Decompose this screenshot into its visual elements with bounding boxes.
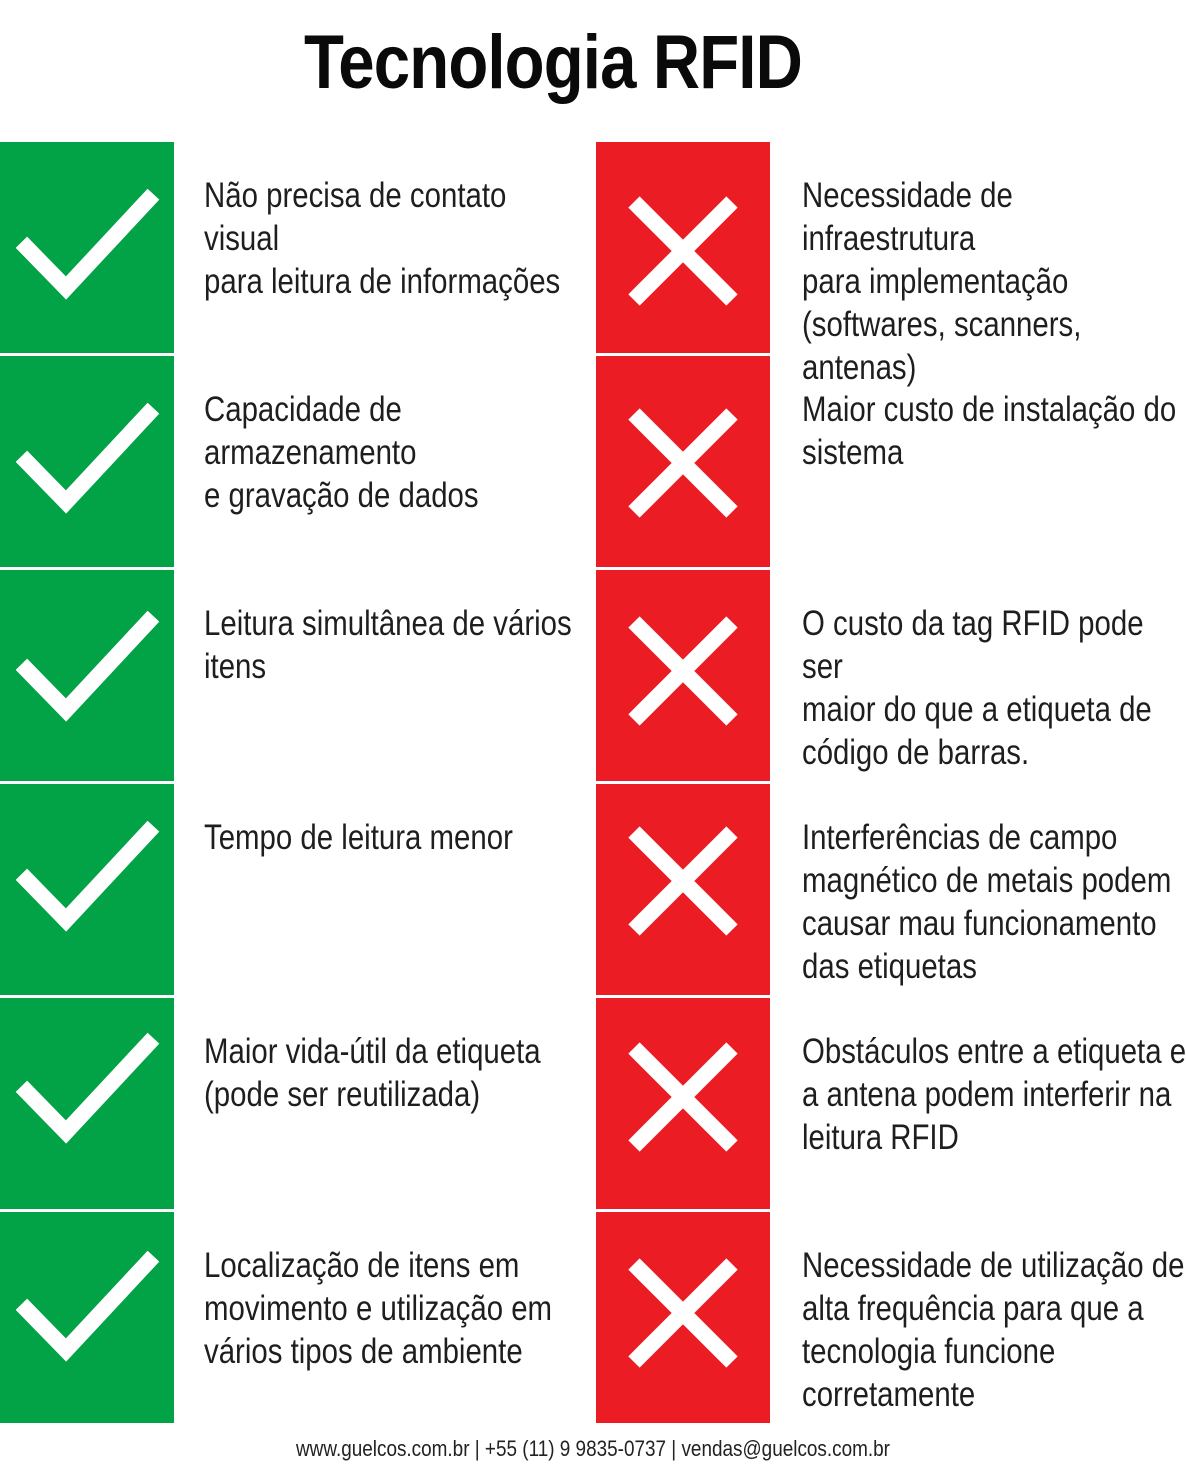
con-text: Obstáculos entre a etiqueta e a antena podem interferir na leitura RFID: [802, 1032, 1186, 1157]
con-text: Maior custo de instalação do sistema: [802, 390, 1177, 472]
con-box: [596, 142, 770, 353]
pro-text: Maior vida-útil da etiqueta (pode ser reutilizada): [204, 1032, 541, 1114]
pro-box: [0, 784, 174, 995]
x-icon: [596, 570, 770, 781]
con-box: [596, 784, 770, 995]
check-icon: [0, 1212, 174, 1423]
check-icon: [0, 784, 174, 995]
pro-text: Leitura simultânea de vários itens: [204, 604, 572, 686]
contact-footer: www.guelcos.com.br | +55 (11) 9 9835-0737 | vendas@guelcos.com.br: [296, 1436, 890, 1461]
comparison-row: [0, 998, 1186, 1209]
x-icon: [596, 356, 770, 567]
check-icon: [0, 142, 174, 353]
check-icon: [0, 570, 174, 781]
pro-box: [0, 998, 174, 1209]
page-title: Tecnologia RFID: [304, 20, 802, 105]
check-icon: [0, 998, 174, 1209]
x-icon: [596, 998, 770, 1209]
con-box: [596, 1212, 770, 1423]
comparison-row: [0, 570, 1186, 781]
pro-box: [0, 142, 174, 353]
comparison-row: [0, 1212, 1186, 1423]
check-icon: [0, 356, 174, 567]
pro-box: [0, 1212, 174, 1423]
pro-box: [0, 570, 174, 781]
con-box: [596, 998, 770, 1209]
pro-text: Não precisa de contato visual para leitura de informações: [204, 176, 561, 301]
pro-text: Tempo de leitura menor: [204, 818, 513, 857]
con-box: [596, 570, 770, 781]
x-icon: [596, 784, 770, 995]
con-text: Interferências de campo magnético de metais podem causar mau funcionamento das etiquetas: [802, 818, 1172, 986]
con-text: O custo da tag RFID pode ser maior do que a etiqueta de código de barras.: [802, 604, 1152, 772]
x-icon: [596, 1212, 770, 1423]
comparison-row: [0, 142, 1186, 387]
comparison-row: [0, 784, 1186, 995]
con-text: Necessidade de infraestrutura para implementação (softwares, scanners, antenas): [802, 176, 1082, 387]
pro-text: Capacidade de armazenamento e gravação de dados: [204, 390, 479, 515]
x-icon: [596, 142, 770, 353]
pro-box: [0, 356, 174, 567]
con-text: Necessidade de utilização de alta frequência para que a tecnologia funcione corretamente: [802, 1246, 1185, 1414]
comparison-row: [0, 356, 1186, 567]
pro-text: Localização de itens em movimento e utilização em vários tipos de ambiente: [204, 1246, 553, 1371]
con-box: [596, 356, 770, 567]
